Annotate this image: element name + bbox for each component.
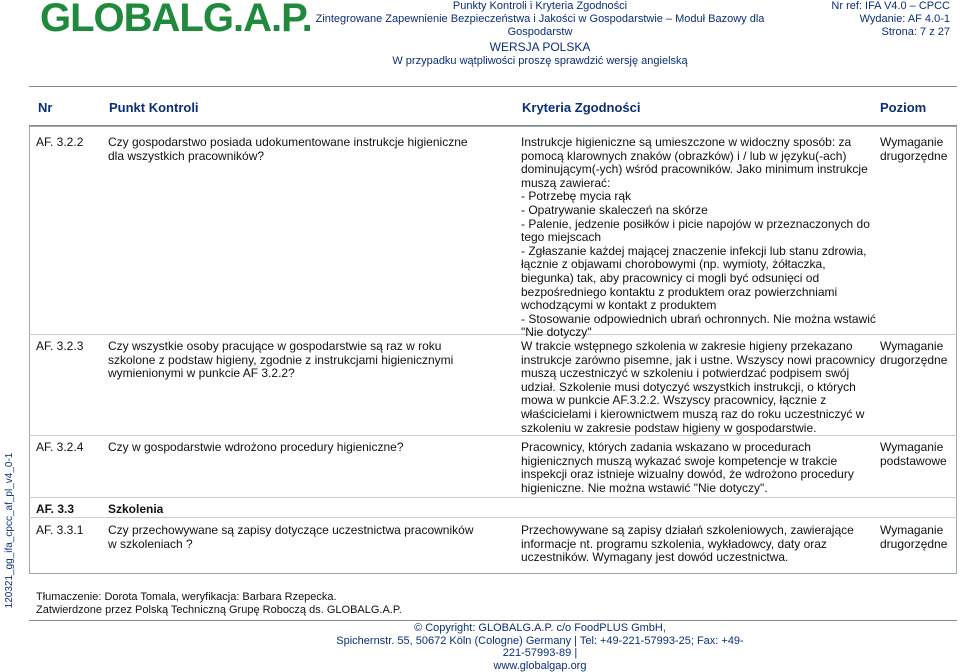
logo-text: GLOBALG.A.P. xyxy=(40,0,312,40)
address-text: Spichernstr. 55, 50672 Köln (Cologne) Germany | Tel: +49-221-57993-25; Fax: +49-221-57993-89 | xyxy=(330,635,750,660)
ref-number: Nr ref: IFA V4.0 – CPCC xyxy=(831,0,950,13)
col-criteria: Kryteria Zgodności xyxy=(522,100,640,115)
language-version: WERSJA POLSKA xyxy=(300,40,780,54)
doc-reference xyxy=(831,0,950,39)
row-divider xyxy=(29,517,957,518)
row-nr: AF. 3.2.2 xyxy=(36,136,106,150)
document-header xyxy=(300,0,780,39)
page-number: Strona: 7 z 27 xyxy=(831,26,950,39)
row-level: Wymaganie podstawowe xyxy=(880,441,960,468)
footer-divider xyxy=(29,620,957,621)
language-block xyxy=(300,40,780,68)
row-criteria: Instrukcje higieniczne są umieszczone w widoczny sposób: za pomocą klarownych znaków (obrazków) i / lub w języku(-ach) dominującym(-ych) wśród pracowników. Jako minimum instrukcje muszą zawierać: - Potrzebę mycia rąk - Opatrywanie skaleczeń na skórze - Palenie, jedzenie posiłków i picie napojów w przeznaczonych do tego miejscach - Zgłaszanie każdej mającej znaczenie infekcji lub stanu zdrowia, łącznie z objawami chorobowymi (np. wymioty, żółtaczka, biegunka) tak, aby pracownicy ci mogli być odsunięci od bezpośredniego kontaktu z produktem oraz powierzchniami wchodzącymi w kontakt z produktem - Stosowanie odpowiednich ubrań ochronnych. Nie można wstawić "Nie dotyczy" xyxy=(521,136,881,340)
edition: Wydanie: AF 4.0-1 xyxy=(831,13,950,26)
row-criteria: Pracownicy, których zadania wskazano w procedurach higienicznych muszą wykazać swoje kompetencje w trakcie inspekcji oraz istnieje wizualny dowód, że wdrożono procedury higieniczne. Nie można wstawić "Nie dotyczy". xyxy=(521,441,881,495)
doc-subtitle: Zintegrowane Zapewnienie Bezpieczeństwa i Jakości w Gospodarstwie – Moduł Bazowy dla Gospodarstw xyxy=(300,13,780,39)
translation-credit: Tłumaczenie: Dorota Tomala, weryfikacja: Barbara Rzepecka. xyxy=(36,591,402,604)
row-level: Wymaganie drugorzędne xyxy=(880,524,960,551)
row-point: Czy wszystkie osoby pracujące w gospodarstwie są raz w roku szkolone z podstaw higieny, zgodnie z instrukcjami higienicznymi wymienionymi w punkcie AF 3.2.2? xyxy=(108,340,488,381)
row-point: Czy gospodarstwo posiada udokumentowane instrukcje higieniczne dla wszystkich pracowników? xyxy=(108,136,478,163)
sidebar-doc-code: 120321_gg_ifa_cpcc_af_pl_v4_0-1 xyxy=(4,433,15,628)
section-title: Szkolenia xyxy=(108,503,478,517)
approval-credit: Zatwierdzone przez Polską Techniczną Grupę Roboczą ds. GLOBALG.A.P. xyxy=(36,604,402,617)
row-divider xyxy=(29,497,957,498)
row-level: Wymaganie drugorzędne xyxy=(880,136,960,163)
row-criteria: Przechowywane są zapisy działań szkoleniowych, zawierające informacje nt. programu szkolenia, wykładowcy, daty oraz uczestników. Wymagany jest dowód uczestnictwa. xyxy=(521,524,881,565)
copyright-block xyxy=(330,622,750,672)
translation-note xyxy=(36,591,402,616)
website-link[interactable]: www.globalgap.org xyxy=(330,660,750,672)
section-nr: AF. 3.3 xyxy=(36,503,106,517)
row-nr: AF. 3.3.1 xyxy=(36,524,106,538)
copyright-text: © Copyright: GLOBALG.A.P. c/o FoodPLUS GmbH, xyxy=(330,622,750,635)
row-nr: AF. 3.2.3 xyxy=(36,340,106,354)
doc-title: Punkty Kontroli i Kryteria Zgodności xyxy=(300,0,780,13)
row-nr: AF. 3.2.4 xyxy=(36,441,106,455)
col-point: Punkt Kontroli xyxy=(109,100,199,115)
row-level: Wymaganie drugorzędne xyxy=(880,340,960,367)
row-point: Czy przechowywane są zapisy dotyczące uczestnictwa pracowników w szkoleniach ? xyxy=(108,524,478,551)
row-point: Czy w gospodarstwie wdrożono procedury higieniczne? xyxy=(108,441,478,455)
language-note: W przypadku wątpliwości proszę sprawdzić wersję angielską xyxy=(300,54,780,68)
col-nr: Nr xyxy=(38,100,52,115)
globalgap-logo xyxy=(40,0,312,40)
table-header xyxy=(29,86,957,126)
col-level: Poziom xyxy=(880,100,926,115)
row-criteria: W trakcie wstępnego szkolenia w zakresie higieny przekazano instrukcje zarówno pisemne, jak i ustne. Wszyscy nowi pracownicy muszą uczestniczyć w szkoleniu i potwierdzać podpisem swój udział. Szkolenie musi dotyczyć wszystkich instrukcji, o których mowa w punkcie AF.3.2.2. Wszyscy pracownicy, łącznie z właścicielami i kierownictwem muszą raz do roku uczestniczyć w szkoleniu w zakresie podstaw higieny w gospodarstwie. xyxy=(521,340,881,435)
